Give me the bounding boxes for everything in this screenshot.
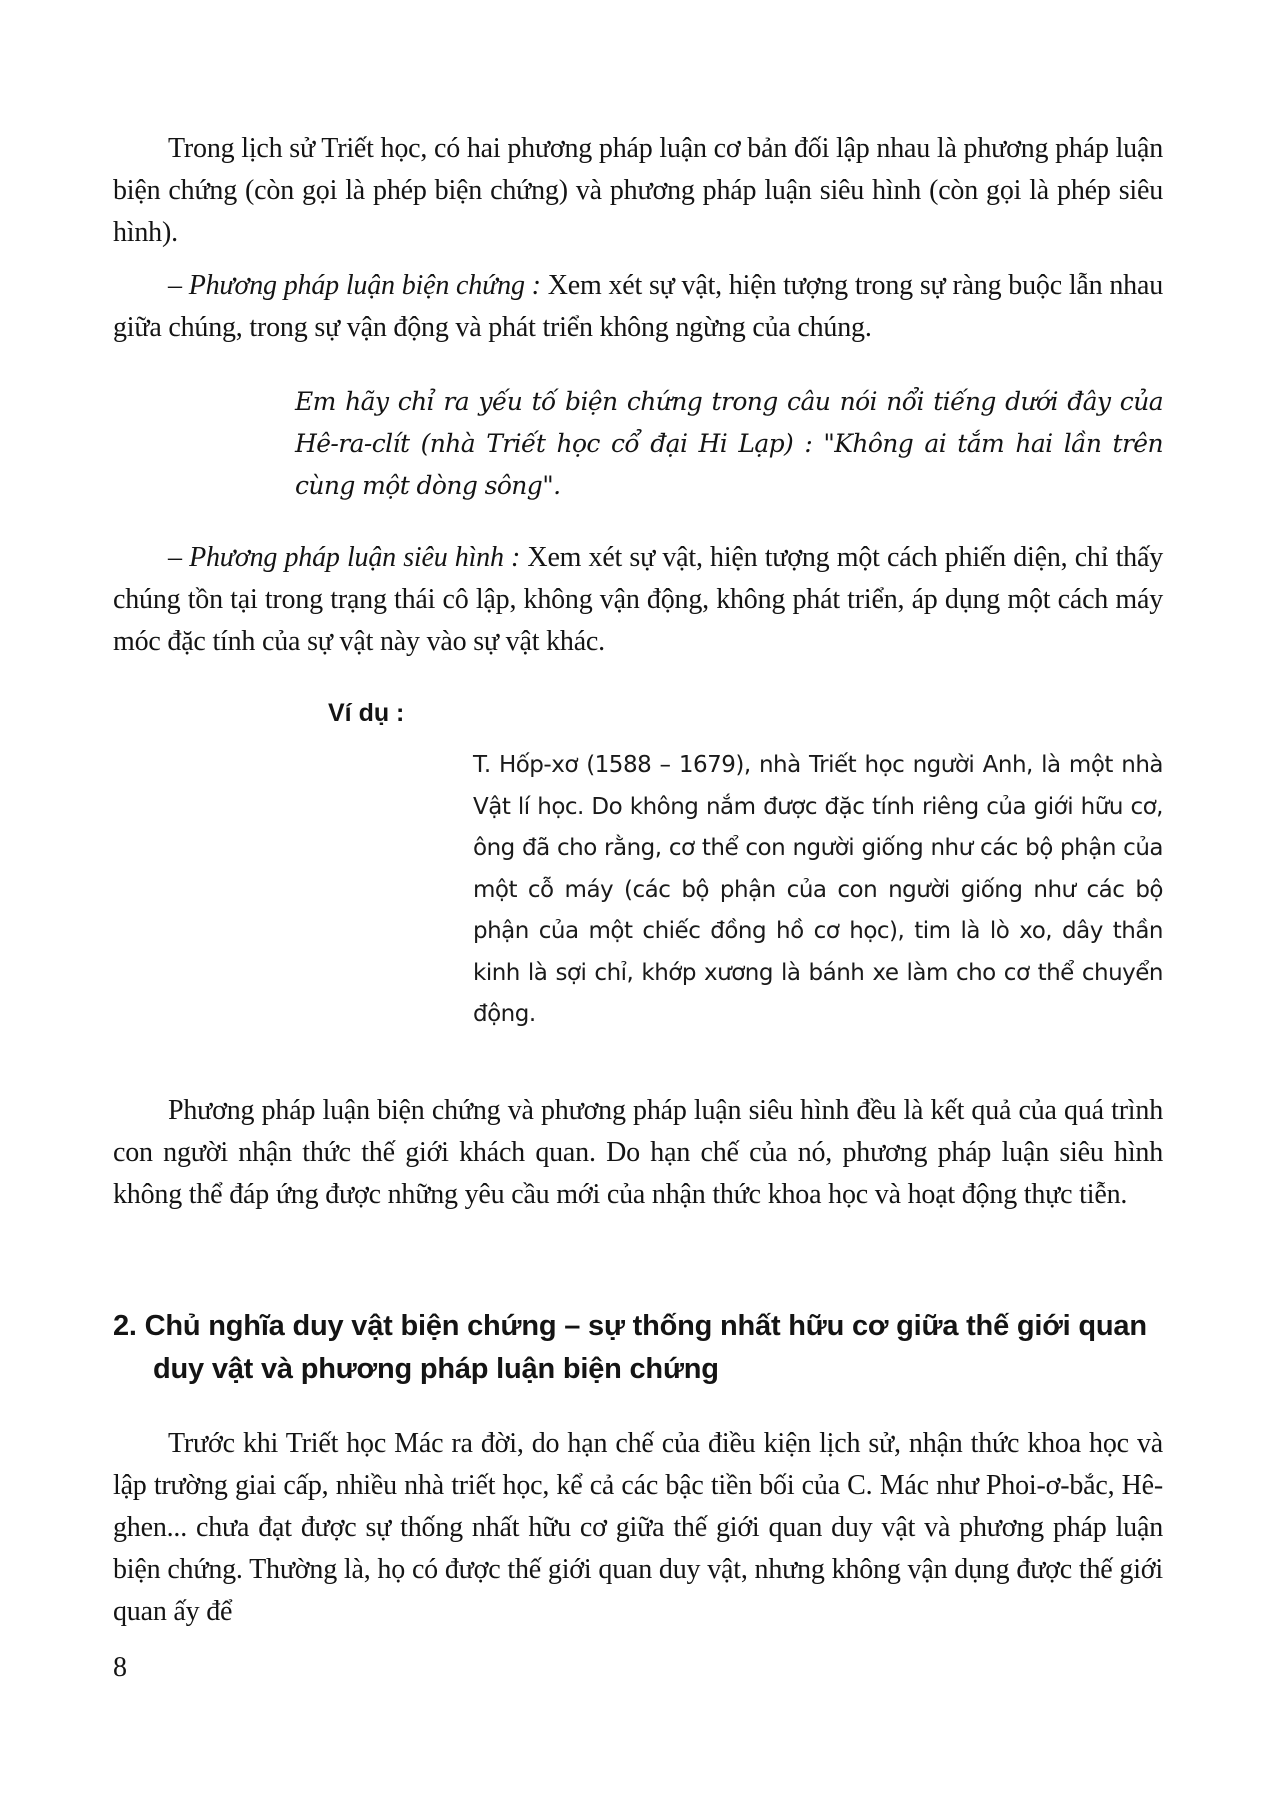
dialectical-method-definition: Xem xét sự vật, hiện tượng trong sự ràng buộc lẫn nhau giữa chúng, trong sự vận động và phát triển không ngừng của chúng. xyxy=(113,270,1163,343)
metaphysical-method-term: – Phương pháp luận siêu hình : xyxy=(168,542,521,573)
conclusion-paragraph: Phương pháp luận biện chứng và phương pháp luận siêu hình đều là kết quả của quá trình con người nhận thức thế giới khách quan. Do hạn chế của nó, phương pháp luận siêu hình không thể đáp ứng được những yêu cầu mới của nhận thức khoa học và hoạt động thực tiễn. xyxy=(113,1095,1163,1210)
dialectical-method-paragraph xyxy=(113,265,1163,349)
section-heading: 2. Chủ nghĩa duy vật biện chứng – sự thống nhất hữu cơ giữa thế giới quan duy vật và phương pháp luận biện chứng xyxy=(113,1310,1147,1385)
example-body: T. Hốp-xơ (1588 – 1679), nhà Triết học người Anh, là một nhà Vật lí học. Do không nắm được đặc tính riêng của giới hữu cơ, ông đã cho rằng, cơ thể con người giống như các bộ phận của một cỗ máy (các bộ phận của con người giống như các bộ phận của một chiếc đồng hồ cơ học), tim là lò xo, dây thần kinh là sợi chỉ, khớp xương là bánh xe làm cho cơ thể chuyển động. xyxy=(473,752,1163,1027)
section-body-paragraph: Trước khi Triết học Mác ra đời, do hạn chế của điều kiện lịch sử, nhận thức khoa học và lập trường giai cấp, nhiều nhà triết học, kể cả các bậc tiền bối của C. Mác như Phoi-ơ-bắc, Hê-ghen... chưa đạt được sự thống nhất hữu cơ giữa thế giới quan duy vật và phương pháp luận biện chứng. Thường là, họ có được thế giới quan duy vật, nhưng không vận dụng được thế giới quan ấy để xyxy=(113,1428,1163,1627)
metaphysical-method-definition: Xem xét sự vật, hiện tượng một cách phiến diện, chỉ thấy chúng tồn tại trong trạng thái cô lập, không vận động, không phát triển, áp dụng một cách máy móc đặc tính của sự vật này vào sự vật khác. xyxy=(113,542,1163,657)
question-prompt: Em hãy chỉ ra yếu tố biện chứng trong câu nói nổi tiếng dưới đây của Hê-ra-clít (nhà Triết học cổ đại Hi Lạp) : "Không ai tắm hai lần trên cùng một dòng sông". xyxy=(295,387,1163,500)
page-number: 8 xyxy=(113,1652,127,1683)
example-label: Ví dụ : xyxy=(328,699,405,727)
dialectical-method-term: – Phương pháp luận biện chứng : xyxy=(168,270,541,301)
intro-paragraph: Trong lịch sử Triết học, có hai phương pháp luận cơ bản đối lập nhau là phương pháp luận biện chứng (còn gọi là phép biện chứng) và phương pháp luận siêu hình (còn gọi là phép siêu hình). xyxy=(113,133,1163,248)
metaphysical-method-paragraph xyxy=(113,537,1163,663)
